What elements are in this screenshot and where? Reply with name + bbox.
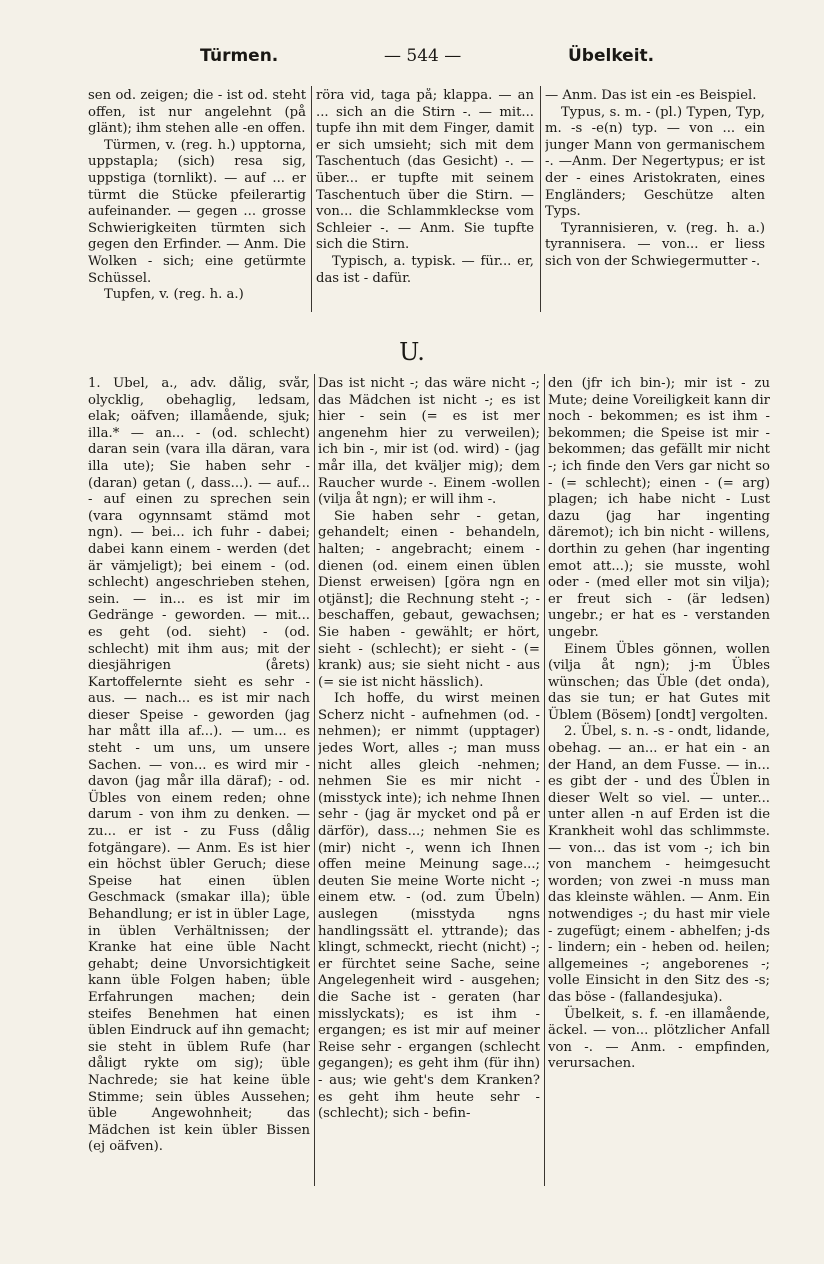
column-rule xyxy=(311,86,312,312)
entry-text: Einem Übles gönnen, wollen (vilja åt ngn); j-m Übles wünschen; das Üble (det onda), das sie tun; er hat Gutes mit Üblem (Bösem) [ondt] vergolten. xyxy=(548,641,770,723)
top-column-2 xyxy=(316,88,534,312)
header-right-catchword: Übelkeit. xyxy=(568,46,655,66)
entry-uebelkeit: Übelkeit, s. f. -en illamående, äckel. — von... plötzlicher Anfall von -. — Anm. - empfinden, verursachen. xyxy=(548,1006,770,1072)
bottom-column-2 xyxy=(318,376,540,1186)
entry-typisch: Typisch, a. typisk. — für... er, das ist - dafür. xyxy=(316,253,534,286)
entry-typus: Typus, s. m. - (pl.) Typen, Typ, m. -s -e(n) typ. — von ... ein junger Mann von germanischem -. —Anm. Der Negertypus; er ist der - eines Aristokraten, eines Engländers; Geschütze alten Typs. xyxy=(545,104,765,220)
header-left-catchword: Türmen. xyxy=(200,46,279,66)
entry-text: Das ist nicht -; das wäre nicht -; das Mädchen ist nicht -; es ist hier - sein (= es ist mer angenehm hier zu verweilen); ich bin -, mir ist (od. wird) - (jag mår illa, det kväljer mig); dem Raucher wurde -. Einem -wollen (vilja åt ngn); er will ihm -. xyxy=(318,376,540,508)
page-header xyxy=(0,46,824,76)
top-column-1 xyxy=(88,88,306,312)
column-rule xyxy=(540,86,541,312)
entry-tuermen: Türmen, v. (reg. h.) upptorna, uppstapla; (sich) resa sig, uppstiga (tornlikt). — auf ... er türmt die Stücke pfeilerartig aufeinander. — gegen ... grosse Schwierigkeiten türmten sich gegen den Erfinder. — Anm. Die Wolken - sich; eine getürmte Schüssel. xyxy=(88,137,306,286)
top-column-3 xyxy=(545,88,765,312)
entry-tupfen: Tupfen, v. (reg. h. a.) xyxy=(104,287,244,303)
entry-text: — Anm. Das ist ein -es Beispiel. xyxy=(545,88,757,103)
entry-uebel-adjective: 1. Übel, a., adv. dålig, svår, olycklig, obehaglig, ledsam, elak; oäfven; illamående, sjuk; illa.* — an... - (od. schlecht) daran sein (vara illa däran, vara illa ute); Sie haben sehr - (daran) getan (, dass...). — auf... - auf einen zu sprechen sein (vara ogynnsamt stämd mot ngn). — bei... ich fuhr - dabei; dabei kann einem - werden (det är vämjeligt); bei einem - (od. schlecht) angeschrieben stehen, sein. — in... es ist mir im Gedränge - geworden. — mit... es geht (od. sieht) - (od. schlecht) mit ihm aus; mit der diesjährigen (årets) Kartoffelernte sieht es sehr - aus. — nach... es ist mir nach dieser Speise - geworden (jag har mått illa af...). — um... es steht - um uns, um unsere Sachen. — von... es wird mir - davon (jag mår illa däraf); - od. Übles von einem reden; ohne darum - von ihm zu denken. — zu... er ist - zu Fuss (dålig fotgängare). — Anm. Es ist hier ein höchst übler Geruch; diese Speise hat einen üblen Geschmack (smakar illa); üble Behandlung; er ist in übler Lage, in üblen Verhältnissen; der Kranke hat eine üble Nacht gehabt; deine Unvorsichtigkeit kann üble Folgen haben; üble Erfahrungen machen; dein steifes Benehmen hat einen üblen Eindruck auf ihn gemacht; sie steht in üblem Rufe (har dåligt rykte om sig); üble Nachrede; sie hat keine üble Stimme; sein übles Aussehen; üble Angewohnheit; das Mädchen ist kein übler Bissen (ej oäfven). xyxy=(88,376,310,1155)
entry-uebel-noun: 2. Übel, s. n. -s - ondt, lidande, obehag. — an... er hat ein - an der Hand, an dem Fusse. — in... es gibt der - und des Üblen in dieser Welt so viel. — unter... unter allen -n auf Erden ist die Krankheit wohl das schlimmste. — von... das ist vom -; ich bin von manchem - heimgesucht worden; von zwei -n muss man das kleinste wählen. — Anm. Ein notwendiges -; du hast mir viele - zugefügt; einem - abhelfen; j-ds - lindern; ein - heben od. heilen; allgemeines -; angeborenes -; volle Einsicht in den Sitz des -s; das böse - (fallandesjuka). xyxy=(548,724,770,1005)
section-letter: U. xyxy=(399,338,425,366)
entry-text: sen od. zeigen; die - ist od. steht offen, ist nur angelehnt (på glänt); ihm stehen alle -en offen. xyxy=(88,88,306,137)
column-rule xyxy=(544,374,545,1186)
column-rule xyxy=(314,374,315,1186)
page-number: — 544 — xyxy=(384,46,462,66)
entry-text: Ich hoffe, du wirst meinen Scherz nicht - aufnehmen (od. -nehmen); er nimmt (upptager) jedes Wort, alles -; man muss nicht alles gleich -nehmen; nehmen Sie es mir nicht - (misstyck inte); ich nehme Ihnen sehr - (jag är mycket ond på er därför), dass...; nehmen Sie es (mir) nicht -, wenn ich Ihnen offen meine Meinung sage...; deuten Sie meine Worte nicht -; einem etw. - (od. zum Übeln) auslegen (misstyda ngns handlingssätt el. yttrande); das klingt, schmeckt, riecht (nicht) -; er fürchtet seine Sache, seine Angelegenheit wird - ausgehen; die Sache ist - geraten (har misslyckats); es ist ihm - ergangen; es ist mir auf meiner Reise sehr - ergangen (schlecht gegangen); es geht ihm (für ihn) - aus; wie geht's dem Kranken? es geht ihm heute sehr - (schlecht); sich - befin- xyxy=(318,691,540,1122)
bottom-column-3 xyxy=(548,376,770,1186)
bottom-column-1 xyxy=(88,376,310,1186)
entry-tyrannisieren: Tyrannisieren, v. (reg. h. a.) tyrannisera. — von... er liess sich von der Schwiegermutter -. xyxy=(545,220,765,269)
entry-text: den (jfr ich bin-); mir ist - zu Mute; deine Voreiligkeit kann dir noch - bekommen; es ist ihm - bekommen; die Speise ist mir - bekommen; das gefällt mir nicht -; ich finde den Vers gar nicht so - (= schlecht); einen - (= arg) plagen; ich habe nicht - Lust dazu (jag har ingenting däremot); ich bin nicht - willens, dorthin zu gehen (har ingenting emot att...); sie musste, wohl oder - (med eller mot sin vilja); er freut sich - (är ledsen) ungebr.; er hat es - verstanden ungebr. xyxy=(548,376,770,640)
entry-text: Sie haben sehr - getan, gehandelt; einen - behandeln, halten; - angebracht; einem - dienen (od. einem einen üblen Dienst erweisen) [göra ngn en otjänst]; die Rechnung steht -; - beschaffen, gebaut, gewachsen; Sie haben - gewählt; er hört, sieht - (schlecht); er sieht - (= krank) aus; sie sieht nicht - aus (= sie ist nicht hässlich). xyxy=(318,508,540,690)
entry-text: röra vid, taga på; klappa. — an ... sich an die Stirn -. — mit... tupfe ihn mit dem Finger, damit er sich umsieht; sich mit dem Taschentuch (das Gesicht) -. — über... er tupfte mit seinem Taschentuch über die Stirn. — von... die Schlammkleckse vom Schleier -. — Anm. Sie tupfte sich die Stirn. xyxy=(316,88,534,253)
